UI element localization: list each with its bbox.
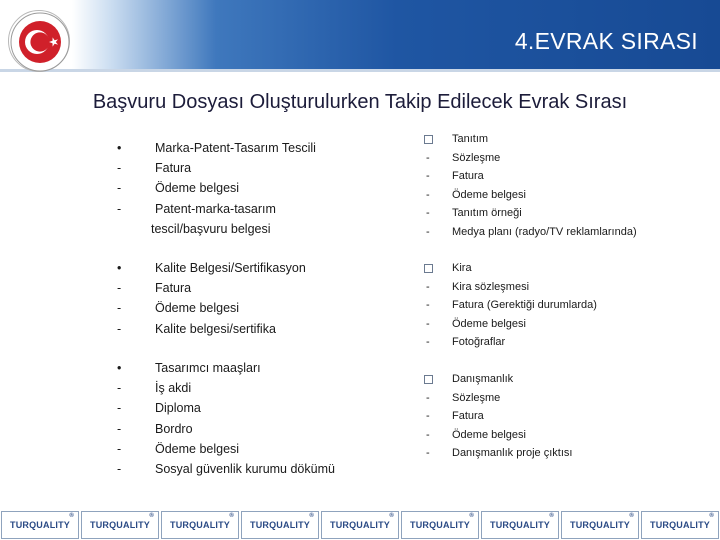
list-heading: Kira [426,259,597,278]
list-item: - Ödeme belgesi [426,188,526,201]
list-item: - Tanıtım örneği [426,207,522,220]
turkish-emblem-icon [8,10,70,72]
list-item: - İş akdi [117,381,192,396]
list-item: - Sosyal güvenlik kurumu dökümü [117,462,335,477]
list-item: - Fatura [426,170,484,183]
turquality-logo: TURQUALITY ® [1,511,79,539]
list-item: - Medya planı (radyo/TV reklamlarında) [426,225,637,238]
checkbox-square-icon [424,375,433,384]
turquality-logo: TURQUALITY ® [161,511,239,539]
list-item: - Ödeme belgesi [117,301,240,316]
list-item: - Ödeme belgesi [117,181,240,196]
list-item: - Ödeme belgesi [117,441,240,456]
list-heading: Danışmanlık [426,370,572,389]
list-item: • Marka-Patent-Tasarım Tescili [117,141,316,155]
header-divider [0,69,720,72]
list-item: - Kalite belgesi/sertifika [117,321,276,336]
turquality-logo: TURQUALITY ® [561,511,639,539]
list-item: - Fotoğraflar [426,336,506,349]
footer-logo-strip [0,510,720,540]
list-item: - Fatura [117,281,192,296]
left-group-quality [117,258,306,339]
turquality-logo: TURQUALITY ® [321,511,399,539]
list-item: • Tasarımcı maaşları [117,361,261,375]
list-heading: Tanıtım [426,130,637,149]
turquality-logo: TURQUALITY ® [241,511,319,539]
list-item: - Kira sözleşmesi [426,280,530,293]
right-group-promotion [426,130,637,242]
left-group-designer [117,358,335,479]
list-item: - Patent-marka-tasarım [117,201,276,216]
turquality-logo: TURQUALITY ® [81,511,159,539]
checkbox-square-icon [424,135,433,144]
list-item: - Fatura [426,410,484,423]
right-group-rent [426,259,597,352]
list-item: - Sözleşme [426,151,501,164]
list-item: - Sözleşme [426,391,501,404]
list-item-continuation: tescil/başvuru belgesi [151,221,271,236]
list-item: - Fatura [117,161,192,176]
list-item: • Kalite Belgesi/Sertifikasyon [117,261,306,275]
slide-title: 4.EVRAK SIRASI [514,28,698,54]
left-group-trademark [117,138,316,239]
list-item: - Fatura (Gerektiği durumlarda) [426,299,597,312]
page-subtitle: Başvuru Dosyası Oluşturulurken Takip Edilecek Evrak Sırası [92,91,628,113]
list-item: - Bordro [117,421,193,436]
list-item: - Diploma [117,401,201,416]
list-item: - Ödeme belgesi [426,428,526,441]
list-item: - Ödeme belgesi [426,317,526,330]
turquality-logo: TURQUALITY ® [641,511,719,539]
list-item: - Danışmanlık proje çıktısı [426,447,573,460]
turquality-logo: TURQUALITY ® [481,511,559,539]
checkbox-square-icon [424,264,433,273]
right-group-consulting [426,370,572,463]
turquality-logo: TURQUALITY ® [401,511,479,539]
